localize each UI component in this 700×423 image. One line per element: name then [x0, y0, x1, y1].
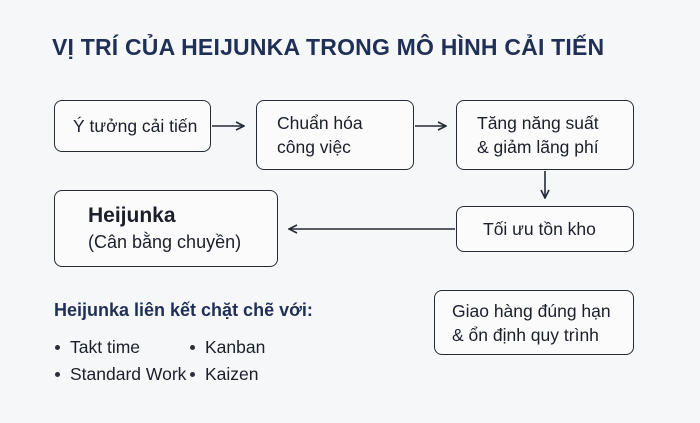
link-item-label: Standard Work: [70, 364, 187, 384]
box-delivery: [434, 290, 634, 355]
box-idea: [54, 100, 211, 152]
box-productivity-line2: & giảm lãng phí: [477, 137, 599, 157]
link-item-standard-work: [55, 364, 186, 385]
link-item-label: Kanban: [205, 337, 266, 357]
links-heading: Heijunka liên kết chặt chẽ với:: [54, 300, 313, 320]
link-item-takt-time: [55, 337, 140, 358]
bullet-dot-icon: [55, 372, 60, 377]
box-standardize-line1: Chuẩn hóa: [277, 113, 363, 133]
link-item-label: Kaizen: [205, 364, 259, 384]
bullet-dot-icon: [190, 372, 195, 377]
box-productivity: [456, 100, 634, 170]
bullet-dot-icon: [190, 345, 195, 350]
box-heijunka: [54, 190, 278, 267]
link-item-kaizen: [190, 364, 259, 385]
diagram-title: VỊ TRÍ CỦA HEIJUNKA TRONG MÔ HÌNH CẢI TIẾN: [52, 34, 605, 60]
link-item-kanban: [190, 337, 265, 358]
box-heijunka-title: Heijunka: [88, 204, 176, 227]
box-productivity-line1: Tăng năng suất: [477, 113, 599, 133]
bullet-dot-icon: [55, 345, 60, 350]
link-item-label: Takt time: [70, 337, 141, 357]
box-standardize-line2: công việc: [277, 137, 351, 157]
box-standardize: [256, 100, 414, 170]
box-inventory: [456, 206, 634, 252]
box-delivery-line2: & ổn định quy trình: [452, 324, 599, 345]
box-idea-text: Ý tưởng cải tiến: [73, 116, 198, 136]
box-delivery-line1: Giao hàng đúng hạn: [452, 300, 611, 321]
box-heijunka-subtitle: (Cân bằng chuyền): [88, 232, 242, 252]
box-inventory-text: Tối ưu tồn kho: [483, 219, 596, 239]
